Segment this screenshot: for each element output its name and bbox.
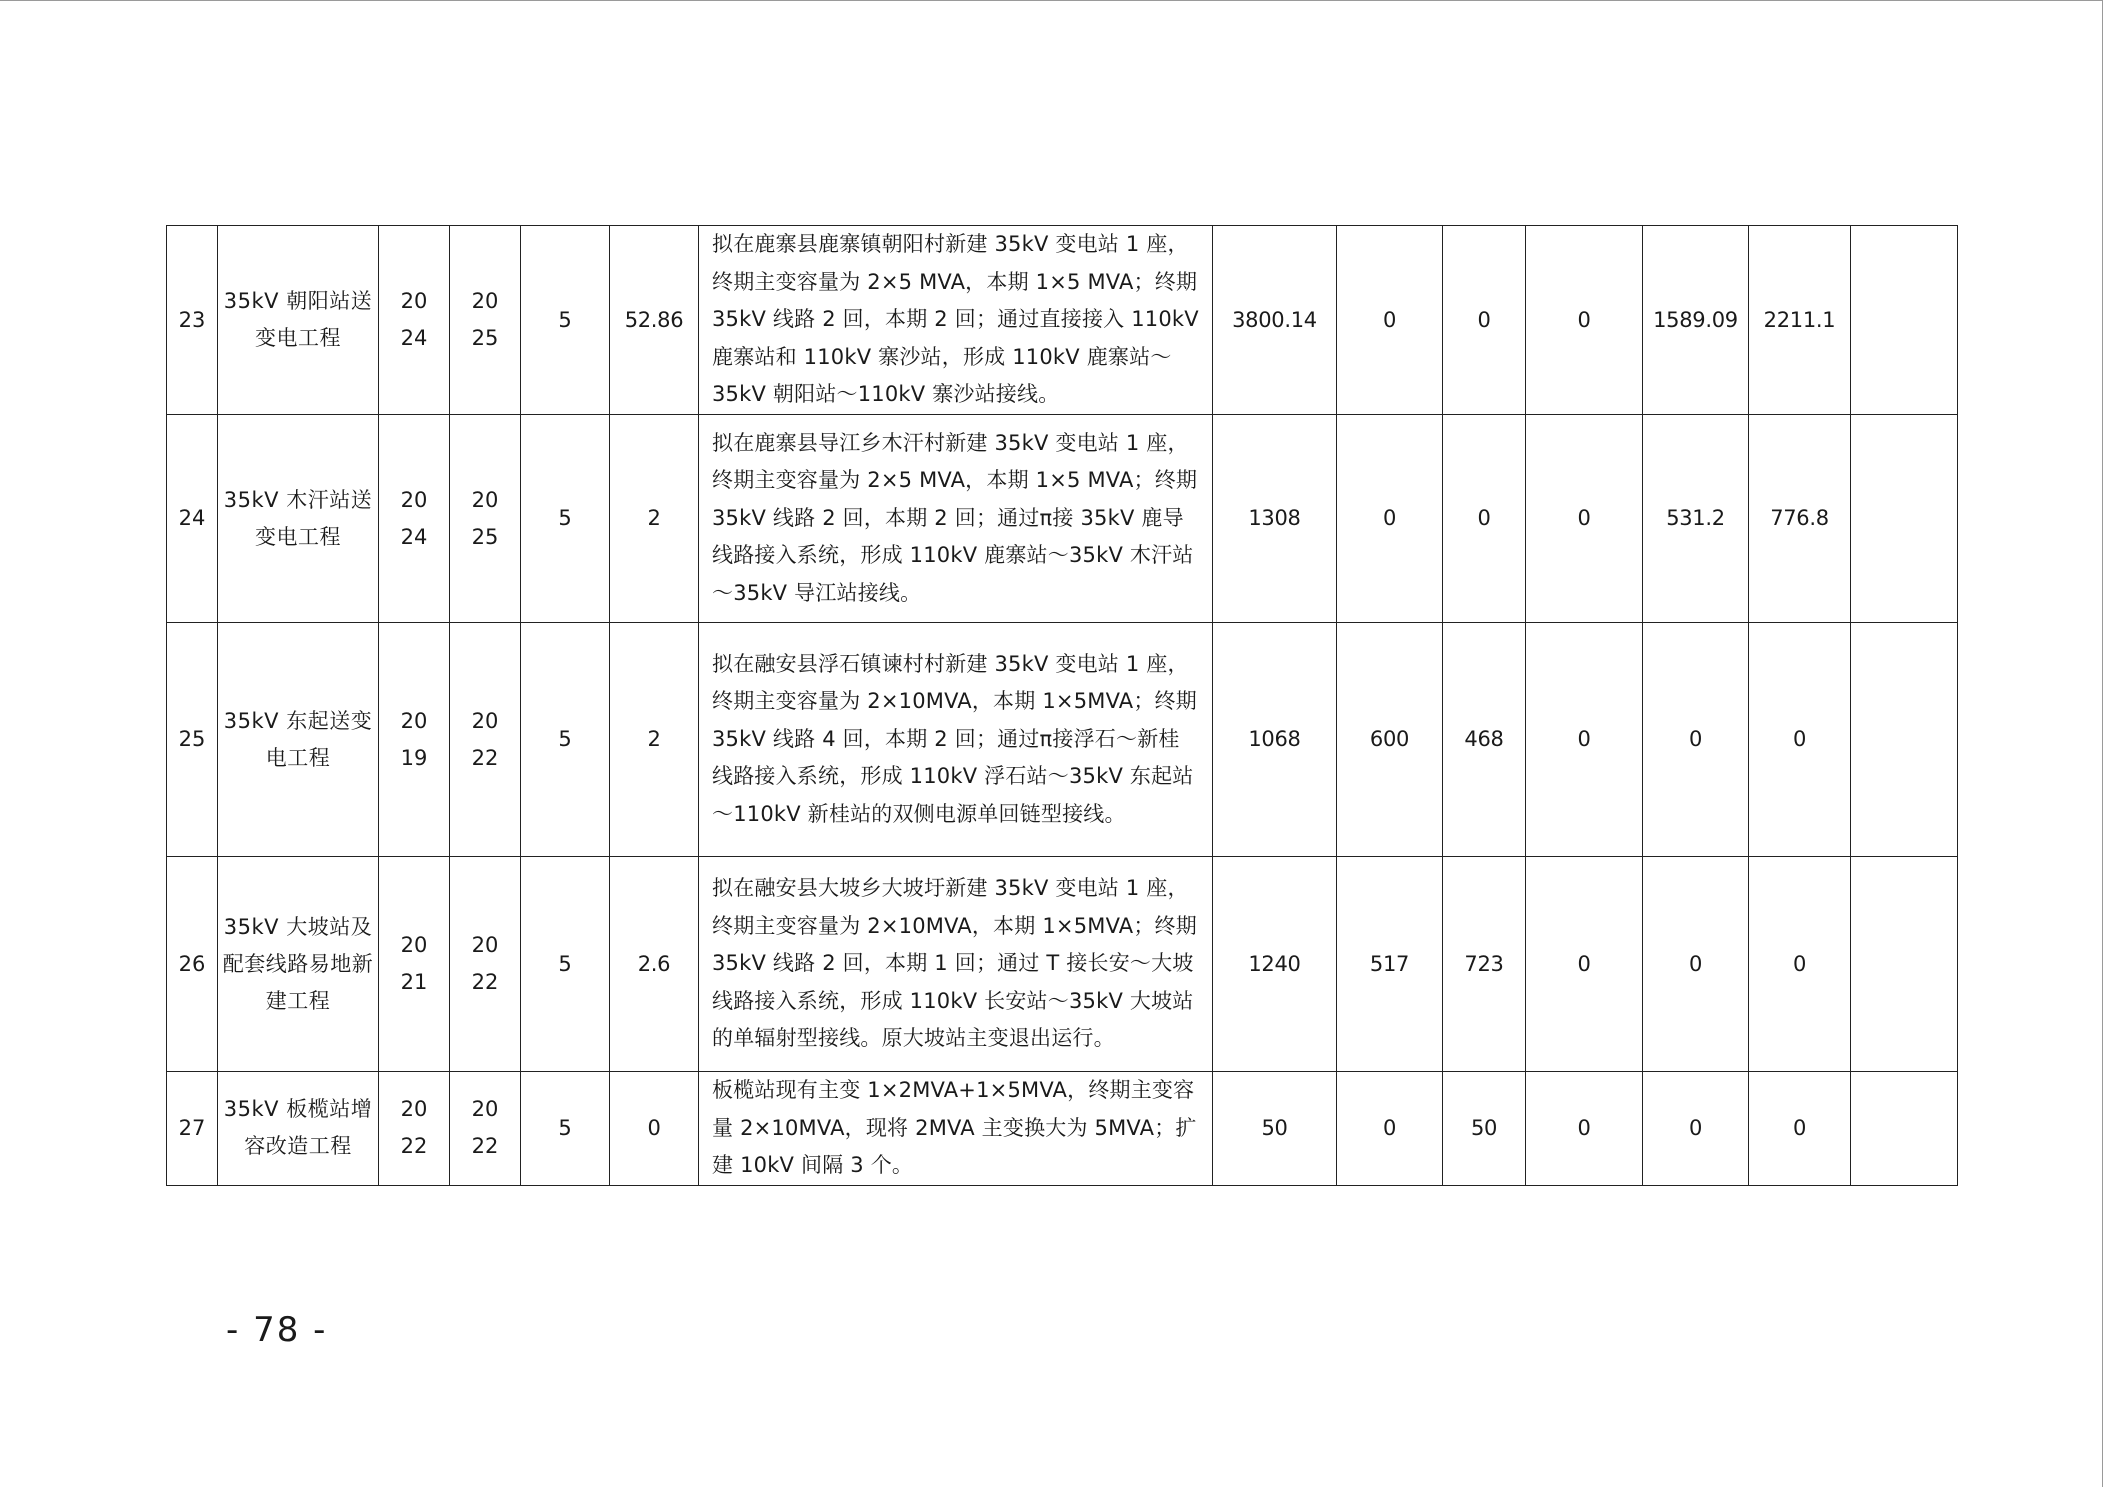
investment-cell: 531.2	[1643, 415, 1749, 623]
project-name: 35kV 木汗站送变电工程	[218, 415, 379, 623]
row-number: 27	[167, 1072, 218, 1186]
row-number: 23	[167, 226, 218, 415]
investment-cell: 0	[1526, 415, 1643, 623]
row-number: 24	[167, 415, 218, 623]
project-table	[166, 225, 1958, 1186]
investment-cell: 468	[1443, 623, 1526, 857]
investment-cell: 0	[1337, 415, 1443, 623]
investment-cell: 1589.09	[1643, 226, 1749, 415]
investment-cell: 600	[1337, 623, 1443, 857]
line-length: 52.86	[610, 226, 699, 415]
investment-cell: 0	[1749, 623, 1851, 857]
capacity-value: 5	[521, 415, 610, 623]
row-number: 25	[167, 623, 218, 857]
row-number: 26	[167, 857, 218, 1072]
line-length: 2	[610, 623, 699, 857]
project-description: 拟在鹿寨县鹿寨镇朝阳村新建 35kV 变电站 1 座，终期主变容量为 2×5 MVA，本期 1×5 MVA；终期 35kV 线路 2 回，本期 2 回；通过直接接入 110kV 鹿寨站和 110kV 寨沙站，形成 110kV 鹿寨站～35kV 朝阳站～110kV 寨沙站接线。	[699, 226, 1213, 415]
table-row	[167, 857, 1958, 1072]
page-number: - 78 -	[226, 1310, 328, 1350]
end-year: 2025	[450, 415, 521, 623]
line-length: 2	[610, 415, 699, 623]
remarks-cell	[1851, 415, 1958, 623]
investment-cell: 0	[1643, 857, 1749, 1072]
line-length: 0	[610, 1072, 699, 1186]
line-length: 2.6	[610, 857, 699, 1072]
remarks-cell	[1851, 1072, 1958, 1186]
table-row	[167, 415, 1958, 623]
investment-cell: 0	[1526, 1072, 1643, 1186]
project-description: 板榄站现有主变 1×2MVA+1×5MVA，终期主变容量 2×10MVA，现将 2MVA 主变换大为 5MVA；扩建 10kV 间隔 3 个。	[699, 1072, 1213, 1186]
project-name: 35kV 东起送变电工程	[218, 623, 379, 857]
start-year: 2021	[379, 857, 450, 1072]
capacity-value: 5	[521, 1072, 610, 1186]
end-year: 2022	[450, 1072, 521, 1186]
remarks-cell	[1851, 226, 1958, 415]
project-description: 拟在鹿寨县导江乡木汗村新建 35kV 变电站 1 座，终期主变容量为 2×5 MVA，本期 1×5 MVA；终期 35kV 线路 2 回，本期 2 回；通过π接 35kV 鹿导线路接入系统，形成 110kV 鹿寨站～35kV 木汗站～35kV 导江站接线。	[699, 415, 1213, 623]
investment-cell: 0	[1337, 1072, 1443, 1186]
start-year: 2024	[379, 226, 450, 415]
start-year: 2024	[379, 415, 450, 623]
start-year: 2022	[379, 1072, 450, 1186]
project-description: 拟在融安县浮石镇谏村村新建 35kV 变电站 1 座，终期主变容量为 2×10MVA，本期 1×5MVA；终期 35kV 线路 4 回，本期 2 回；通过π接浮石～新桂线路接入系统，形成 110kV 浮石站～35kV 东起站～110kV 新桂站的双侧电源单回链型接线。	[699, 623, 1213, 857]
investment-cell: 0	[1749, 1072, 1851, 1186]
investment-cell: 0	[1526, 623, 1643, 857]
investment-cell: 0	[1443, 226, 1526, 415]
project-name: 35kV 朝阳站送变电工程	[218, 226, 379, 415]
start-year: 2019	[379, 623, 450, 857]
total-investment: 1308	[1213, 415, 1337, 623]
investment-cell: 776.8	[1749, 415, 1851, 623]
total-investment: 1240	[1213, 857, 1337, 1072]
remarks-cell	[1851, 623, 1958, 857]
total-investment: 50	[1213, 1072, 1337, 1186]
investment-cell: 0	[1526, 226, 1643, 415]
table-row	[167, 226, 1958, 415]
investment-cell: 50	[1443, 1072, 1526, 1186]
end-year: 2022	[450, 857, 521, 1072]
investment-cell: 0	[1643, 623, 1749, 857]
table-row	[167, 1072, 1958, 1186]
investment-cell: 0	[1337, 226, 1443, 415]
investment-cell: 0	[1749, 857, 1851, 1072]
end-year: 2022	[450, 623, 521, 857]
capacity-value: 5	[521, 623, 610, 857]
project-name: 35kV 大坡站及配套线路易地新建工程	[218, 857, 379, 1072]
investment-cell: 0	[1443, 415, 1526, 623]
investment-cell: 0	[1526, 857, 1643, 1072]
table-row	[167, 623, 1958, 857]
project-name: 35kV 板榄站增容改造工程	[218, 1072, 379, 1186]
remarks-cell	[1851, 857, 1958, 1072]
investment-cell: 0	[1643, 1072, 1749, 1186]
investment-cell: 517	[1337, 857, 1443, 1072]
end-year: 2025	[450, 226, 521, 415]
investment-cell: 2211.1	[1749, 226, 1851, 415]
total-investment: 1068	[1213, 623, 1337, 857]
capacity-value: 5	[521, 857, 610, 1072]
total-investment: 3800.14	[1213, 226, 1337, 415]
capacity-value: 5	[521, 226, 610, 415]
project-description: 拟在融安县大坡乡大坡圩新建 35kV 变电站 1 座，终期主变容量为 2×10MVA，本期 1×5MVA；终期 35kV 线路 2 回，本期 1 回；通过 T 接长安～大坡线路接入系统，形成 110kV 长安站～35kV 大坡站的单辐射型接线。原大坡站主变退出运行。	[699, 857, 1213, 1072]
investment-cell: 723	[1443, 857, 1526, 1072]
